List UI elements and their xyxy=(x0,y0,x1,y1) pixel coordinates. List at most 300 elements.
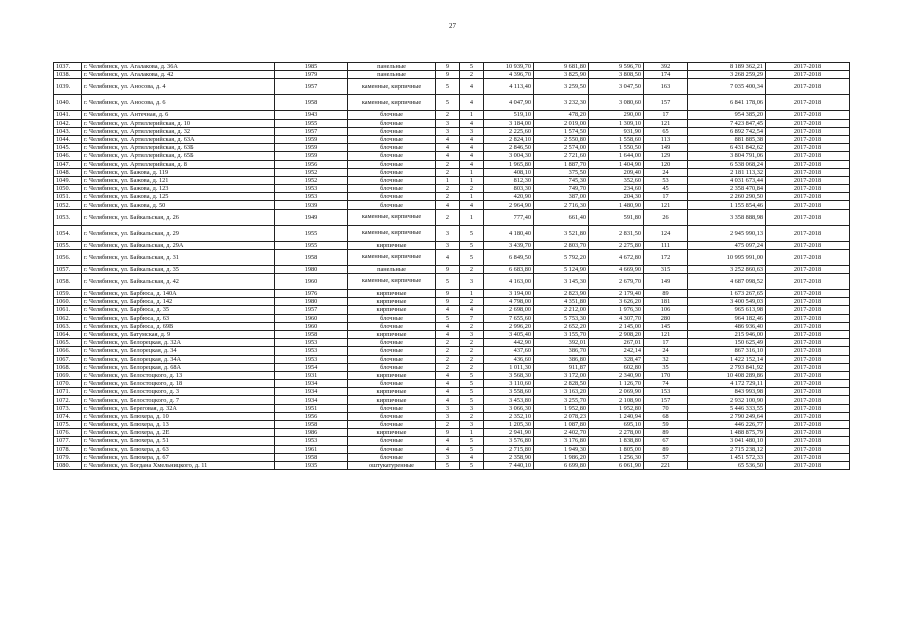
entrances-cell: 2 xyxy=(460,355,484,363)
year-built-cell: 1957 xyxy=(275,127,348,135)
wall-material-cell: блочные xyxy=(348,152,436,160)
repair-cost-cell: 3 041 480,10 xyxy=(688,437,766,445)
residents-cell: 157 xyxy=(644,95,688,111)
residents-cell: 17 xyxy=(644,111,688,119)
table-row xyxy=(54,152,850,160)
total-area-cell: 3 066,30 xyxy=(484,404,534,412)
address-cell: г. Челябинск, ул. Барбюса, д. 63 xyxy=(82,314,275,322)
entrances-cell: 4 xyxy=(460,144,484,152)
repair-cost-cell: 3 252 860,63 xyxy=(688,265,766,273)
row-number: 1039. xyxy=(54,79,82,95)
floors-cell: 2 xyxy=(436,339,460,347)
repair-cost-cell: 2 932 100,90 xyxy=(688,396,766,404)
total-area-cell: 777,40 xyxy=(484,209,534,225)
repair-cost-cell: 6 841 178,06 xyxy=(688,95,766,111)
total-area-cell: 2 941,90 xyxy=(484,429,534,437)
residential-area-cell: 2 179,40 xyxy=(589,290,644,298)
premises-area-cell: 2 828,50 xyxy=(534,380,589,388)
address-cell: г. Челябинск, ул. Аносова, д. 4 xyxy=(82,79,275,95)
residential-area-cell: 4 672,80 xyxy=(589,249,644,265)
period-cell: 2017-2018 xyxy=(766,371,850,379)
row-number: 1052. xyxy=(54,201,82,209)
floors-cell: 3 xyxy=(436,225,460,241)
wall-material-cell: кирпичные xyxy=(348,306,436,314)
table-row xyxy=(54,461,850,469)
total-area-cell: 442,90 xyxy=(484,339,534,347)
wall-material-cell: каменные, кирпичные xyxy=(348,274,436,290)
residential-area-cell: 2 340,90 xyxy=(589,371,644,379)
entrances-cell: 4 xyxy=(460,453,484,461)
residential-area-cell: 1 309,10 xyxy=(589,119,644,127)
address-cell: г. Челябинск, ул. Белорецкая, д. 34А xyxy=(82,355,275,363)
row-number: 1074. xyxy=(54,412,82,420)
premises-area-cell: 2 803,70 xyxy=(534,241,589,249)
residential-area-cell: 602,80 xyxy=(589,363,644,371)
premises-area-cell: 3 163,20 xyxy=(534,388,589,396)
floors-cell: 4 xyxy=(436,249,460,265)
residents-cell: 181 xyxy=(644,298,688,306)
wall-material-cell: блочные xyxy=(348,185,436,193)
repair-cost-cell: 3 268 259,29 xyxy=(688,71,766,79)
table-row xyxy=(54,347,850,355)
row-number: 1067. xyxy=(54,355,82,363)
floors-cell: 2 xyxy=(436,363,460,371)
year-built-cell: 1953 xyxy=(275,347,348,355)
residential-area-cell: 2 679,70 xyxy=(589,274,644,290)
entrances-cell: 3 xyxy=(460,127,484,135)
premises-area-cell: 3 521,80 xyxy=(534,225,589,241)
repair-cost-cell: 65 536,50 xyxy=(688,461,766,469)
year-built-cell: 1958 xyxy=(275,95,348,111)
entrances-cell: 5 xyxy=(460,380,484,388)
floors-cell: 5 xyxy=(436,95,460,111)
premises-area-cell: 1 952,80 xyxy=(534,404,589,412)
repair-cost-cell: 150 625,49 xyxy=(688,339,766,347)
wall-material-cell: кирпичные xyxy=(348,371,436,379)
period-cell: 2017-2018 xyxy=(766,429,850,437)
address-cell: г. Челябинск, ул. Бажова, д. 121 xyxy=(82,176,275,184)
row-number: 1051. xyxy=(54,193,82,201)
residential-area-cell: 1 256,30 xyxy=(589,453,644,461)
table-row xyxy=(54,95,850,111)
premises-area-cell: 661,40 xyxy=(534,209,589,225)
premises-area-cell: 1 887,70 xyxy=(534,160,589,168)
floors-cell: 4 xyxy=(436,152,460,160)
total-area-cell: 3 110,60 xyxy=(484,380,534,388)
row-number: 1070. xyxy=(54,380,82,388)
floors-cell: 4 xyxy=(436,201,460,209)
residents-cell: 121 xyxy=(644,119,688,127)
total-area-cell: 4 113,40 xyxy=(484,79,534,95)
year-built-cell: 1960 xyxy=(275,322,348,330)
floors-cell: 2 xyxy=(436,355,460,363)
residents-cell: 121 xyxy=(644,201,688,209)
period-cell: 2017-2018 xyxy=(766,79,850,95)
floors-cell: 3 xyxy=(436,453,460,461)
residents-cell: 170 xyxy=(644,371,688,379)
period-cell: 2017-2018 xyxy=(766,168,850,176)
premises-area-cell: 2 402,70 xyxy=(534,429,589,437)
row-number: 1059. xyxy=(54,290,82,298)
wall-material-cell: блочные xyxy=(348,453,436,461)
residents-cell: 89 xyxy=(644,429,688,437)
table-row xyxy=(54,404,850,412)
residents-cell: 35 xyxy=(644,363,688,371)
wall-material-cell: каменные, кирпичные xyxy=(348,209,436,225)
address-cell: г. Челябинск, ул. Барбюса, д. 35 xyxy=(82,306,275,314)
entrances-cell: 1 xyxy=(460,176,484,184)
residents-cell: 106 xyxy=(644,306,688,314)
total-area-cell: 4 798,00 xyxy=(484,298,534,306)
period-cell: 2017-2018 xyxy=(766,347,850,355)
premises-area-cell: 745,30 xyxy=(534,176,589,184)
premises-area-cell: 1 949,30 xyxy=(534,445,589,453)
premises-area-cell: 2 721,60 xyxy=(534,152,589,160)
repair-cost-cell: 843 993,98 xyxy=(688,388,766,396)
floors-cell: 9 xyxy=(436,63,460,71)
residential-area-cell: 2 278,00 xyxy=(589,429,644,437)
premises-area-cell: 2 078,23 xyxy=(534,412,589,420)
floors-cell: 4 xyxy=(436,322,460,330)
row-number: 1041. xyxy=(54,111,82,119)
total-area-cell: 2 824,10 xyxy=(484,135,534,143)
year-built-cell: 1956 xyxy=(275,412,348,420)
row-number: 1062. xyxy=(54,314,82,322)
residential-area-cell: 1 976,30 xyxy=(589,306,644,314)
address-cell: г. Челябинск, ул. Антечная, д. 6 xyxy=(82,111,275,119)
repair-cost-cell: 1 488 875,79 xyxy=(688,429,766,437)
entrances-cell: 4 xyxy=(460,135,484,143)
residents-cell: 74 xyxy=(644,380,688,388)
period-cell: 2017-2018 xyxy=(766,412,850,420)
total-area-cell: 4 396,70 xyxy=(484,71,534,79)
wall-material-cell: блочные xyxy=(348,322,436,330)
repair-cost-cell: 1 451 572,33 xyxy=(688,453,766,461)
row-number: 1054. xyxy=(54,225,82,241)
table-row xyxy=(54,339,850,347)
residents-cell: 89 xyxy=(644,290,688,298)
row-number: 1044. xyxy=(54,135,82,143)
table-row xyxy=(54,71,850,79)
table-row xyxy=(54,79,850,95)
period-cell: 2017-2018 xyxy=(766,176,850,184)
total-area-cell: 3 184,00 xyxy=(484,119,534,127)
row-number: 1068. xyxy=(54,363,82,371)
row-number: 1066. xyxy=(54,347,82,355)
repair-cost-cell: 2 260 290,50 xyxy=(688,193,766,201)
entrances-cell: 4 xyxy=(460,79,484,95)
residential-area-cell: 591,80 xyxy=(589,209,644,225)
total-area-cell: 3 439,70 xyxy=(484,241,534,249)
premises-area-cell: 3 155,70 xyxy=(534,330,589,338)
wall-material-cell: каменные, кирпичные xyxy=(348,225,436,241)
total-area-cell: 7 655,60 xyxy=(484,314,534,322)
period-cell: 2017-2018 xyxy=(766,453,850,461)
total-area-cell: 3 558,60 xyxy=(484,388,534,396)
premises-area-cell: 392,01 xyxy=(534,339,589,347)
entrances-cell: 3 xyxy=(460,330,484,338)
residential-area-cell: 352,60 xyxy=(589,176,644,184)
premises-area-cell: 2 823,90 xyxy=(534,290,589,298)
table-row xyxy=(54,168,850,176)
year-built-cell: 1958 xyxy=(275,453,348,461)
address-cell: г. Челябинск, ул. Артиллерийская, д. 63Б xyxy=(82,144,275,152)
address-cell: г. Челябинск, ул. Артиллерийская, д. 32 xyxy=(82,127,275,135)
row-number: 1056. xyxy=(54,249,82,265)
repair-cost-cell: 1 155 854,46 xyxy=(688,201,766,209)
address-cell: г. Челябинск, ул. Белостоцкого, д. 13 xyxy=(82,371,275,379)
wall-material-cell: блочные xyxy=(348,347,436,355)
residential-area-cell: 931,90 xyxy=(589,127,644,135)
residential-area-cell: 1 805,00 xyxy=(589,445,644,453)
period-cell: 2017-2018 xyxy=(766,249,850,265)
premises-area-cell: 386,70 xyxy=(534,347,589,355)
address-cell: г. Челябинск, ул. Артиллерийская, д. 10 xyxy=(82,119,275,127)
wall-material-cell: кирпичные xyxy=(348,298,436,306)
residential-area-cell: 2 831,50 xyxy=(589,225,644,241)
year-built-cell: 1959 xyxy=(275,144,348,152)
period-cell: 2017-2018 xyxy=(766,461,850,469)
premises-area-cell: 5 124,90 xyxy=(534,265,589,273)
premises-area-cell: 3 176,80 xyxy=(534,437,589,445)
residents-cell: 32 xyxy=(644,355,688,363)
entrances-cell: 5 xyxy=(460,396,484,404)
premises-area-cell: 2 550,80 xyxy=(534,135,589,143)
repair-cost-cell: 1 422 152,14 xyxy=(688,355,766,363)
premises-area-cell: 6 699,80 xyxy=(534,461,589,469)
residents-cell: 24 xyxy=(644,347,688,355)
wall-material-cell: блочные xyxy=(348,363,436,371)
wall-material-cell: панельные xyxy=(348,63,436,71)
repair-cost-cell: 2 793 841,92 xyxy=(688,363,766,371)
residential-area-cell: 2 108,90 xyxy=(589,396,644,404)
address-cell: г. Челябинск, ул. Бажова, д. 119 xyxy=(82,168,275,176)
premises-area-cell: 375,50 xyxy=(534,168,589,176)
table-row xyxy=(54,111,850,119)
year-built-cell: 1956 xyxy=(275,160,348,168)
residents-cell: 221 xyxy=(644,461,688,469)
year-built-cell: 1939 xyxy=(275,201,348,209)
page-number: 27 xyxy=(449,22,456,30)
residential-area-cell: 1 240,94 xyxy=(589,412,644,420)
wall-material-cell: блочные xyxy=(348,119,436,127)
entrances-cell: 7 xyxy=(460,314,484,322)
year-built-cell: 1957 xyxy=(275,306,348,314)
wall-material-cell: оштукатуренные xyxy=(348,461,436,469)
table-row xyxy=(54,63,850,71)
floors-cell: 4 xyxy=(436,330,460,338)
floors-cell: 5 xyxy=(436,314,460,322)
address-cell: г. Челябинск, ул. Батумская, д. 9 xyxy=(82,330,275,338)
table-row xyxy=(54,201,850,209)
total-area-cell: 803,30 xyxy=(484,185,534,193)
address-cell: г. Челябинск, ул. Белостоцкого, д. 3 xyxy=(82,388,275,396)
table-row xyxy=(54,437,850,445)
table-row xyxy=(54,363,850,371)
year-built-cell: 1935 xyxy=(275,461,348,469)
period-cell: 2017-2018 xyxy=(766,380,850,388)
row-number: 1057. xyxy=(54,265,82,273)
residents-cell: 17 xyxy=(644,193,688,201)
address-cell: г. Челябинск, ул. Белостоцкого, д. 7 xyxy=(82,396,275,404)
residential-area-cell: 4 669,90 xyxy=(589,265,644,273)
floors-cell: 9 xyxy=(436,265,460,273)
repair-cost-cell: 1 673 267,65 xyxy=(688,290,766,298)
entrances-cell: 1 xyxy=(460,193,484,201)
year-built-cell: 1958 xyxy=(275,421,348,429)
wall-material-cell: блочные xyxy=(348,160,436,168)
residents-cell: 111 xyxy=(644,241,688,249)
repair-cost-cell: 8 189 362,21 xyxy=(688,63,766,71)
year-built-cell: 1959 xyxy=(275,152,348,160)
floors-cell: 3 xyxy=(436,241,460,249)
repair-cost-cell: 215 946,00 xyxy=(688,330,766,338)
year-built-cell: 1958 xyxy=(275,249,348,265)
residents-cell: 45 xyxy=(644,185,688,193)
residential-area-cell: 2 069,90 xyxy=(589,388,644,396)
table-row xyxy=(54,185,850,193)
floors-cell: 2 xyxy=(436,209,460,225)
year-built-cell: 1986 xyxy=(275,429,348,437)
period-cell: 2017-2018 xyxy=(766,355,850,363)
row-number: 1079. xyxy=(54,453,82,461)
entrances-cell: 5 xyxy=(460,461,484,469)
entrances-cell: 1 xyxy=(460,111,484,119)
wall-material-cell: панельные xyxy=(348,71,436,79)
housing-register-table xyxy=(53,62,850,470)
total-area-cell: 3 453,80 xyxy=(484,396,534,404)
year-built-cell: 1931 xyxy=(275,371,348,379)
year-built-cell: 1960 xyxy=(275,314,348,322)
premises-area-cell: 4 351,80 xyxy=(534,298,589,306)
year-built-cell: 1953 xyxy=(275,185,348,193)
wall-material-cell: кирпичные xyxy=(348,241,436,249)
entrances-cell: 4 xyxy=(460,119,484,127)
wall-material-cell: каменные, кирпичные xyxy=(348,249,436,265)
year-built-cell: 1960 xyxy=(275,274,348,290)
residential-area-cell: 1 126,70 xyxy=(589,380,644,388)
floors-cell: 4 xyxy=(436,306,460,314)
wall-material-cell: кирпичные xyxy=(348,290,436,298)
year-built-cell: 1980 xyxy=(275,265,348,273)
row-number: 1049. xyxy=(54,176,82,184)
repair-cost-cell: 2 181 113,32 xyxy=(688,168,766,176)
wall-material-cell: блочные xyxy=(348,412,436,420)
table-row xyxy=(54,355,850,363)
total-area-cell: 408,10 xyxy=(484,168,534,176)
table-row xyxy=(54,380,850,388)
period-cell: 2017-2018 xyxy=(766,209,850,225)
residents-cell: 17 xyxy=(644,339,688,347)
address-cell: г. Челябинск, ул. Белорецкая, д. 34 xyxy=(82,347,275,355)
repair-cost-cell: 6 538 068,24 xyxy=(688,160,766,168)
premises-area-cell: 2 212,00 xyxy=(534,306,589,314)
premises-area-cell: 9 681,80 xyxy=(534,63,589,71)
table-row xyxy=(54,274,850,290)
row-number: 1053. xyxy=(54,209,82,225)
address-cell: г. Челябинск, ул. Бажова, д. 50 xyxy=(82,201,275,209)
period-cell: 2017-2018 xyxy=(766,330,850,338)
floors-cell: 4 xyxy=(436,135,460,143)
residential-area-cell: 3 808,50 xyxy=(589,71,644,79)
entrances-cell: 2 xyxy=(460,322,484,330)
row-number: 1040. xyxy=(54,95,82,111)
repair-cost-cell: 475 097,24 xyxy=(688,241,766,249)
residents-cell: 149 xyxy=(644,144,688,152)
entrances-cell: 5 xyxy=(460,371,484,379)
table-row xyxy=(54,330,850,338)
year-built-cell: 1934 xyxy=(275,388,348,396)
residents-cell: 149 xyxy=(644,274,688,290)
entrances-cell: 5 xyxy=(460,63,484,71)
year-built-cell: 1952 xyxy=(275,168,348,176)
address-cell: г. Челябинск, ул. Артиллерийская, д. 8 xyxy=(82,160,275,168)
total-area-cell: 2 352,10 xyxy=(484,412,534,420)
repair-cost-cell: 486 936,40 xyxy=(688,322,766,330)
premises-area-cell: 1 574,50 xyxy=(534,127,589,135)
total-area-cell: 436,60 xyxy=(484,355,534,363)
year-built-cell: 1954 xyxy=(275,363,348,371)
premises-area-cell: 911,87 xyxy=(534,363,589,371)
floors-cell: 9 xyxy=(436,298,460,306)
residents-cell: 65 xyxy=(644,127,688,135)
entrances-cell: 5 xyxy=(460,249,484,265)
residential-area-cell: 242,14 xyxy=(589,347,644,355)
residents-cell: 153 xyxy=(644,388,688,396)
premises-area-cell: 2 652,20 xyxy=(534,322,589,330)
row-number: 1038. xyxy=(54,71,82,79)
repair-cost-cell: 965 613,98 xyxy=(688,306,766,314)
address-cell: г. Челябинск, ул. Блюхера, д. 63 xyxy=(82,445,275,453)
repair-cost-cell: 2 358 470,84 xyxy=(688,185,766,193)
address-cell: г. Челябинск, ул. Аносова, д. 6 xyxy=(82,95,275,111)
year-built-cell: 1934 xyxy=(275,380,348,388)
total-area-cell: 4 047,90 xyxy=(484,95,534,111)
wall-material-cell: блочные xyxy=(348,421,436,429)
table-row xyxy=(54,396,850,404)
entrances-cell: 2 xyxy=(460,339,484,347)
residents-cell: 145 xyxy=(644,322,688,330)
floors-cell: 3 xyxy=(436,119,460,127)
entrances-cell: 2 xyxy=(460,265,484,273)
table-row xyxy=(54,209,850,225)
wall-material-cell: кирпичные xyxy=(348,388,436,396)
address-cell: г. Челябинск, ул. Байкальская, д. 42 xyxy=(82,274,275,290)
residents-cell: 113 xyxy=(644,135,688,143)
period-cell: 2017-2018 xyxy=(766,314,850,322)
period-cell: 2017-2018 xyxy=(766,437,850,445)
residential-area-cell: 204,30 xyxy=(589,193,644,201)
year-built-cell: 1955 xyxy=(275,119,348,127)
address-cell: г. Челябинск, ул. Блюхера, д. 13 xyxy=(82,421,275,429)
premises-area-cell: 3 232,30 xyxy=(534,95,589,111)
total-area-cell: 6 683,80 xyxy=(484,265,534,273)
entrances-cell: 4 xyxy=(460,306,484,314)
residential-area-cell: 267,01 xyxy=(589,339,644,347)
repair-cost-cell: 964 182,46 xyxy=(688,314,766,322)
wall-material-cell: панельные xyxy=(348,265,436,273)
entrances-cell: 1 xyxy=(460,209,484,225)
address-cell: г. Челябинск, ул. Богдана Хмельницкого, д. 11 xyxy=(82,461,275,469)
address-cell: г. Челябинск, ул. Барбюса, д. 69В xyxy=(82,322,275,330)
wall-material-cell: блочные xyxy=(348,193,436,201)
entrances-cell: 5 xyxy=(460,445,484,453)
repair-cost-cell: 2 790 249,64 xyxy=(688,412,766,420)
premises-area-cell: 386,80 xyxy=(534,355,589,363)
floors-cell: 5 xyxy=(436,274,460,290)
address-cell: г. Челябинск, ул. Барбюса, д. 140А xyxy=(82,290,275,298)
repair-cost-cell: 2 715 238,12 xyxy=(688,445,766,453)
